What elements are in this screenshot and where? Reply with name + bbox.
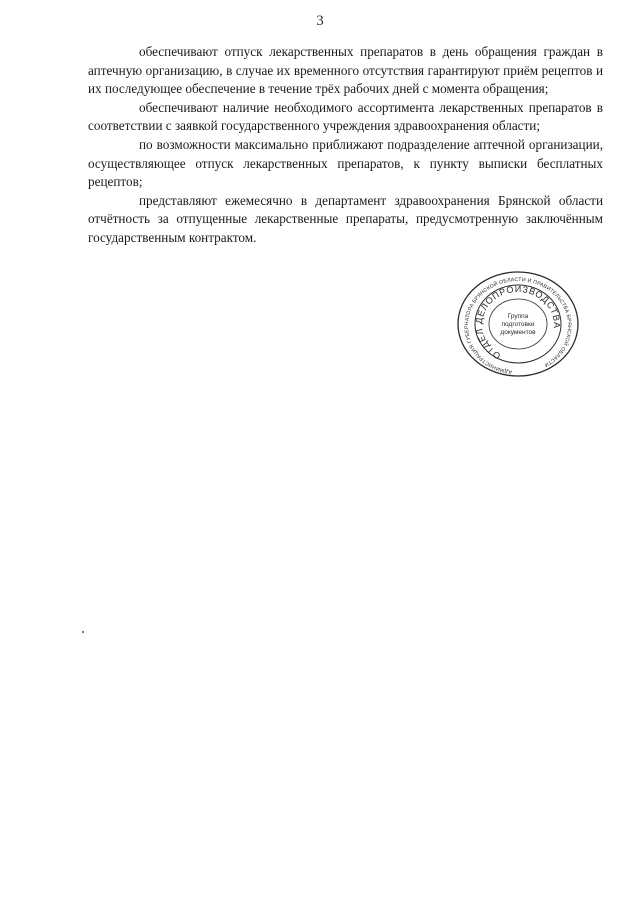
- seal-center-line-2: подготовки: [501, 321, 535, 328]
- seal-center-line-3: документов: [500, 329, 536, 336]
- body-text: [88, 43, 603, 248]
- official-seal: [455, 269, 581, 379]
- page-number: 3: [316, 13, 324, 29]
- seal-outer-text: АДМИНИСТРАЦИЯ ГУБЕРНАТОРА БРЯНСКОЙ ОБЛАСТИ И ПРАВИТЕЛЬСТВА БРЯНСКОЙ ОБЛАСТИ: [463, 276, 573, 375]
- paragraph-reporting: представляют ежемесячно в департамент здравоохранения Брянской области отчётность за отпущенные лекарственные препараты, предусмотренную заключённым государственным контрактом.: [88, 192, 603, 245]
- paragraph-dispensing: обеспечивают отпуск лекарственных препаратов в день обращения граждан в аптечную организацию, в случае их временного отсутствия гарантируют приём рецептов и их последующее обеспечение в течение трёх рабочих дней с момента обращения;: [88, 44, 603, 97]
- scan-speck: [82, 631, 84, 633]
- paragraph-proximity: по возможности максимально приближают подразделение аптечной организации, осуществляющее отпуск лекарственных препаратов, к пункту выписки бесплатных рецептов;: [88, 136, 603, 190]
- seal-inner-text: ОТДЕЛ ДЕЛОПРОИЗВОДСТВА: [473, 283, 563, 362]
- seal-center-line-1: Группа: [507, 313, 529, 320]
- paragraph-assortment: обеспечивают наличие необходимого ассортимента лекарственных препаратов в соответствии с заявкой государственного учреждения здравоохранения области;: [88, 99, 603, 134]
